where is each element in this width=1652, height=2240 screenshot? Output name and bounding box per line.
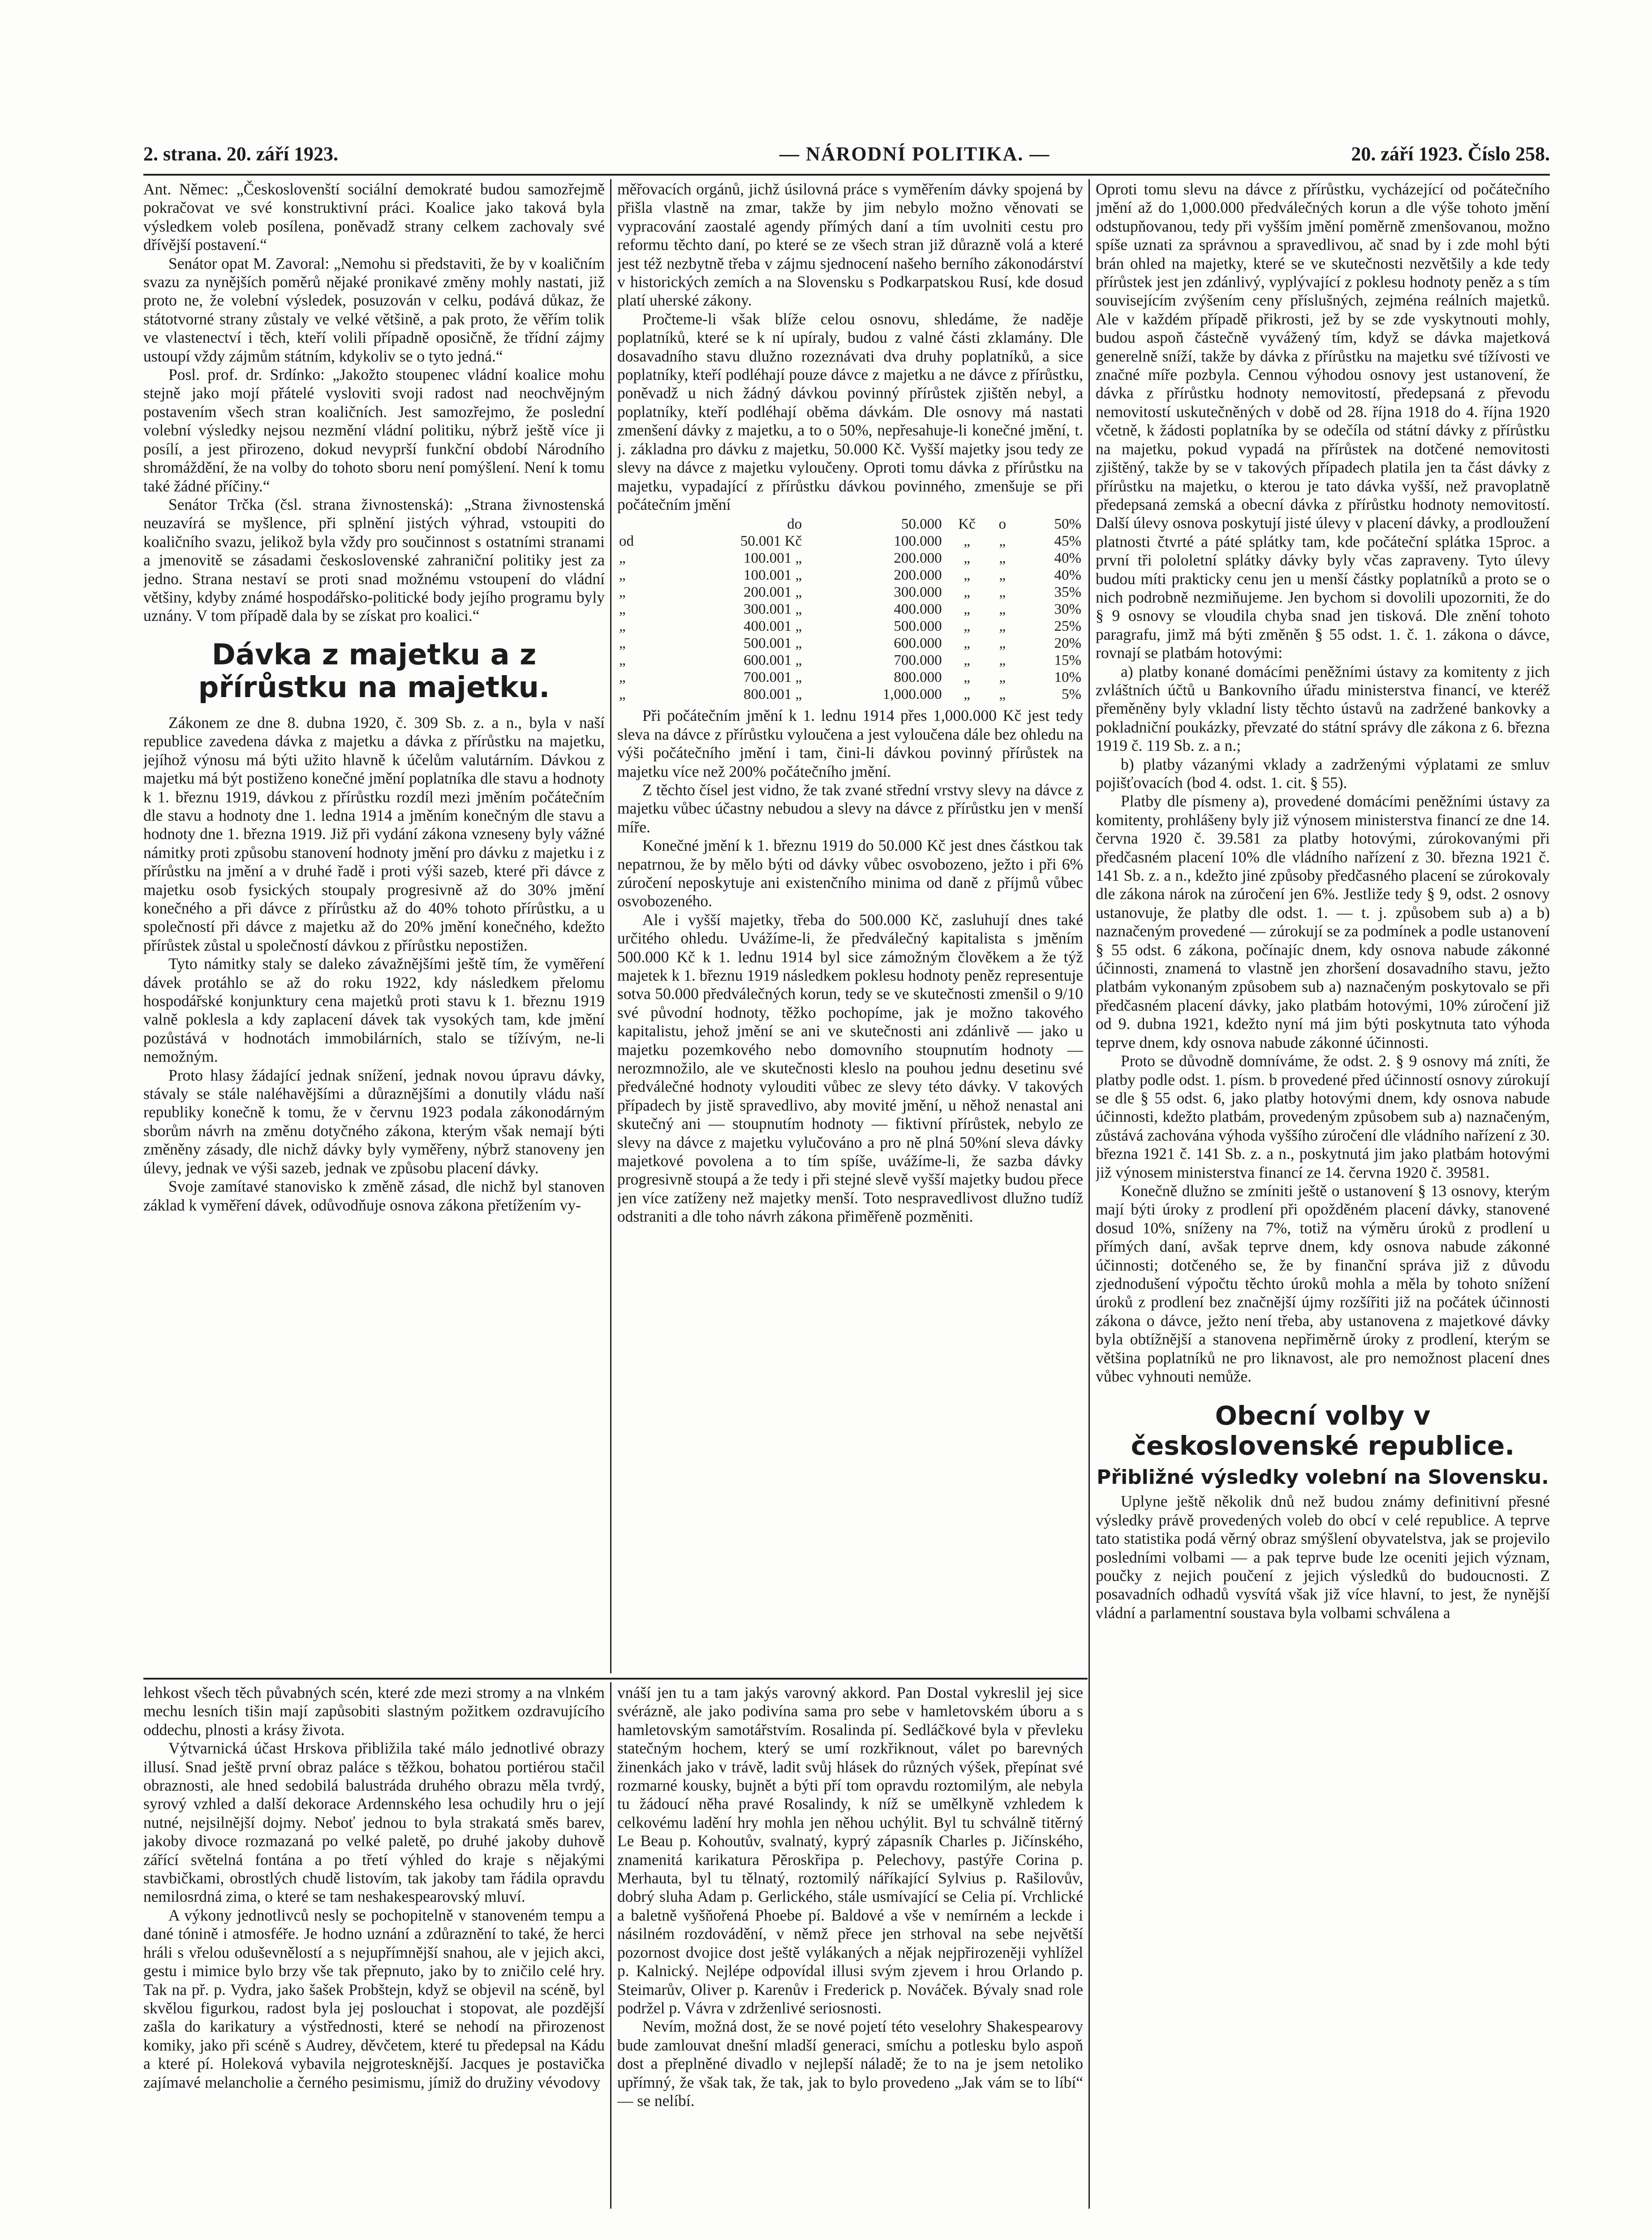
feuilleton-column-2: [617, 1684, 1083, 2208]
table-cell: „: [999, 601, 1006, 618]
table-cell: „: [619, 584, 626, 601]
header-date-left: 2. strana. 20. září 1923.: [143, 143, 339, 165]
table-cell: 400.000: [894, 601, 942, 618]
table-cell: „: [999, 669, 1006, 686]
table-cell: „: [619, 686, 626, 703]
table-cell: 200.001 „: [744, 584, 802, 601]
table-cell: „: [964, 618, 970, 635]
paragraph: Uplyne ještě několik dnů než budou známy definitivní přesné výsledky právě provedených voleb do obcí v celé republice. A teprve tato statistika podá věrný obraz smýšlení obyvatelstva, jak se projevilo posledními volbami — a pak teprve bude lze oceniti jejich význam, poučky z nejich poučení z jejich výsledků do budoucnosti. Z posavadních odhadů vysvítá však již více hlavní, to jest, že nynější vládní a parlamentní soustava byla volbami schválena a: [1096, 1492, 1550, 1622]
table-cell: 300.001 „: [744, 601, 802, 618]
table-cell: 800.000: [894, 669, 942, 686]
paragraph: a) platby konané domácími peněžními ústavy za komitenty z jich zvláštních účtů u Bankovního úřadu ministerstva financí, ve kteréž přeměněny byly vkladní listy těchto ústavů na zadržené bankovky a pokladniční poukázky, převzaté do státní správy dle zákona z 6. března 1919 č. 119 Sb. z. a n.;: [1096, 662, 1550, 755]
table-cell: 500.001 „: [744, 635, 802, 652]
paragraph: Ale i vyšší majetky, třeba do 500.000 Kč, zasluhují dnes také určitého ohledu. Uvážíme-li, že předválečný kapitalista s jměním 500.000 Kč k 1. lednu 1914 byl sice zámožným člověkem a že týž majetek k 1. březnu 1919 následkem poklesu hodnoty peněz representuje sotva 50.000 předválečných korun, tedy se ve skutečnosti zmenšil o 9/10 své původní hodnoty, těžko pochopíme, jak je možno takového kapitalistu, jehož jmění se ani ve skutečnosti ani zdánlivě — jako u majetku pozemkového nebo domovního stoupnutím hodnoty — nerozmnožilo, ale ve skutečnosti kleslo na pouhou jednu desetinu své předválečné hodnoty vylouditi vůbec ze slevy této dávky. V takových případech by jistě spravedlivo, aby movité jmění, u něhož nenastal ani skutečný ani — stoupnutím hodnoty — fiktivní přírůstek, nebylo ze slevy na dávce z majetku vylučováno a pro ně plná 50%ní sleva dávky majetkové povolena a to tím spíše, uvážíme-li, že sazba dávky progresivně stoupá a že tedy i při stejné slevě vyšší majetky budou přece jen více zatíženy než majetky menší. Toto nespravedlivost dlužno tudíž odstraniti a dle toho návrh zákona přiměřeně pozměniti.: [617, 910, 1083, 1226]
table-cell: 20%: [1054, 635, 1081, 652]
paragraph: Posl. prof. dr. Srdínko: „Jakožto stoupenec vládní koalice mohu stejně jako mojí přátelé vysloviti svoji radost nad neochvějným postavením všech stran koaličních. Jest samozřejmo, že poslední volební výsledky nejsou nezmění vládní politiku, nýbrž ještě více ji posílí, a jest přirozeno, dokud nevyprší funkční období Národního shromáždění, že na volby do tohoto sboru není pomýšlení. Není k tomu také žádné příčiny.“: [143, 366, 605, 495]
table-cell: 25%: [1054, 618, 1081, 635]
table-cell: „: [999, 635, 1006, 652]
elections-article-subtitle: Přibližné výsledky volební na Slovensku.: [1097, 1465, 1549, 1489]
table-cell: 10%: [1054, 669, 1081, 686]
paragraph: Proto se důvodně domníváme, že odst. 2. § 9 osnovy má zníti, že platby podle odst. 1. písm. b provedené před účinností osnovy zúrokují se dle § 55 odst. 6, jako platby hotovými dnem, kdy osnova nabude účinnosti, kdežto platbám, provedeným způsobem sub a) naznačeným, zůstává zachována výhoda vyššího zúročení dle vládního nařízení z 30. března 1921 č. 141 Sb. z. a n., poskytnutá jim jako platbám hotovými již výnosem ministerstva financí ze 14. června 1920 č. 39581.: [1096, 1052, 1550, 1181]
table-cell: do: [787, 516, 802, 533]
table-cell: 50%: [1054, 516, 1081, 533]
paragraph: Zákonem ze dne 8. dubna 1920, č. 309 Sb. z. a n., byla v naší republice zavedena dávka z majetku a dávka z přírůstku na majetku, jejíhož výnosu má býti užito hlavně k účelům valutárním. Dávkou z majetku má být postiženo konečné jmění poplatníka dle stavu a hodnoty k 1. březnu 1919, dávkou z přírůstku rozdíl mezi jměním počátečním dle stavu a hodnoty dne 1. ledna 1914 a jměním konečným dle stavu a hodnoty dne 1. března 1919. Již při vydání zákona vzneseny byly vážné námitky proti způsobu stanovení hodnoty jmění pro dávku z majetku i z přírůstku na jmění a v druhé řadě i proti výši sazeb, které při dávce z majetku osob fysických stoupaly progresivně až do 30% jmění konečného a při dávce z přírůstku až do 40% tohoto přírůstku, a u společností při dávce z majetku až do 20% jmění konečného, kdežto přírůstek zůstal u společností dávkou z přírůstku nepostižen.: [143, 713, 605, 954]
paragraph: Tyto námitky staly se daleko závažnějšími ještě tím, že vyměření dávek protáhlo se až do roku 1922, kdy následkem přelomu hospodářské konjunktury cena majetků proti stavu k 1. březnu 1919 valně poklesla a kdy zaplacení dávek tak vysokých tam, kde jmění pozůstává v hodnotách immobilárních, stalo se tížívým, ne-li nemožným.: [143, 955, 605, 1066]
column-2: [617, 180, 1083, 1674]
table-cell: „: [999, 584, 1006, 601]
table-row: [617, 669, 1083, 686]
column-rule-2: [1088, 179, 1090, 2209]
paragraph: Ant. Němec: „Českoslovenští sociální demokraté budou samozřejmě pokračovat ve své konstruktivní práci. Koalice jako taková byla výsledkem voleb posílena, poněvadž strany celkem zachovaly své dřívější postavení.“: [143, 180, 605, 254]
table-cell: „: [619, 652, 626, 669]
table-cell: „: [999, 652, 1006, 669]
table-cell: 100.001 „: [744, 550, 802, 567]
table-cell: „: [619, 601, 626, 618]
table-cell: 35%: [1054, 584, 1081, 601]
table-cell: „: [964, 652, 970, 669]
paragraph: b) platby vázanými vklady a zadrženými výplatami ze smluv pojišťovacích (bod 4. odst. 1. cit. § 55).: [1096, 755, 1550, 792]
table-cell: „: [999, 567, 1006, 584]
table-cell: „: [999, 686, 1006, 703]
table-row: [617, 550, 1083, 567]
table-cell: 100.000: [894, 533, 942, 550]
table-cell: 700.001 „: [744, 669, 802, 686]
paragraph: Platby dle písmeny a), provedené domácími peněžními ústavy za komitenty, prohlášeny byly již výnosem ministerstva financí ze dne 14. června 1920 č. 39.581 za platby hotovými, zúrokovanými při předčasném placení 10% dle vládního nařízení z 30. března 1921 č. 141 Sb. z. a n., kdežto jiné způsoby předčasného placení se zúrokovaly dle zákona nárok na zúročení jen 6%. Jestliže tedy § 9, odst. 2 osnovy ustanovuje, že platby dle odst. 1. — t. j. způsobem sub a) a b) naznačeným provedené — zúrokují se za podmínek a podle ustanovení § 55 odst. 6 zákona, počínajíc dnem, kdy osnova nabude zákonné účinnosti, znamená to vlastně jen zhoršení dosavadního stavu, ježto platbám vykonaným způsobem sub a) naznačeným poskytovalo se při předčasném placení dávky, jako platbám hotovými, 10% zúročení již od 9. dubna 1921, kdežto nyní má jim býti poskytnuta tato výhoda teprve dnem, kdy osnova nabude zákonné účinnosti.: [1096, 792, 1550, 1051]
table-cell: „: [619, 567, 626, 584]
table-cell: 400.001 „: [744, 618, 802, 635]
table-row: [617, 601, 1083, 618]
table-row: [617, 686, 1083, 703]
paragraph: Výtvarnická účast Hrskova přibližila také málo jednotlivé obrazy illusí. Snad ještě první obraz paláce s těžkou, bohatou portiérou stačil obraznosti, ale hned sedobilá balustráda druhého obrazu měla tvrdý, syrový vzhled a další dekorace Ardennského lesa ochudily hru o její nutné, nejsilnější dojmy. Neboť jednou to byla strakatá směs barev, jakoby divoce rozmazaná po velké paletě, po druhé jakoby duhově zářící světelná fontána a po třetí výhled do kraje s nějakými stavbičkami, obrostlých chudě listovím, tak jakoby tam řádila opravdu nemilosrdná zima, o které se tam neshakespearovský mluví.: [143, 1739, 605, 1906]
table-cell: „: [999, 550, 1006, 567]
feuilleton-rule: [143, 1678, 1088, 1680]
table-cell: 100.001 „: [744, 567, 802, 584]
column-rule-bottom: [610, 1682, 611, 2209]
paragraph: Svoje zamítavé stanovisko k změně zásad, dle nichž byl stanoven základ k vyměření dávek, odůvodňuje osnova zákona přetížením vy-: [143, 1177, 605, 1214]
table-cell: „: [964, 550, 970, 567]
table-cell: „: [964, 669, 970, 686]
paragraph: měřovacích orgánů, jichž úsilovná práce s vyměřením dávky spojená by přišla vlastně na zmar, takže by jim nebylo možno věnovati se vypracování zaostalé agendy přímých daní a tím uvolniti cestu pro reformu těchto daní, po které se ze všech stran již důrazně volá a které jest též nezbytně třeba v zájmu sjednocení našeho berního zákonodárství v historických zemích a na Slovensku s Podkarpatskou Rusí, kde dosud platí uherské zákony.: [617, 180, 1083, 310]
table-cell: „: [964, 567, 970, 584]
table-cell: „: [964, 686, 970, 703]
paragraph: A výkony jednotlivců nesly se pochopitelně v stanoveném tempu a dané tónině i atmosféře. Je hodno uznání a zdůraznění to také, že herci hráli s vřelou oduševnělostí a s nejupřímnější snahou, ale v jejich akci, gestu i mimice bylo brzy vše tak přepnuto, jako by to zničilo celé hry. Tak na př. p. Vydra, jako šašek Probštejn, když se objevil na scéně, byl skvělou figurkou, radost byla jej poslouchat i stopovat, ale pozdější zašla do karikatury a výstřednosti, které se nehodí na přirozenost komiky, jako při scéně s Audrey, děvčetem, které tu předepsal na Kádu a které pí. Holeková vybavila nejgrotesknější. Jacques je postavička zajímavé melancholie a černého pesimismu, jímiž do družiny vévodovy: [143, 1906, 605, 2091]
table-cell: 600.001 „: [744, 652, 802, 669]
masthead-title: — NÁRODNÍ POLITIKA. —: [779, 143, 1050, 165]
paragraph: Pročteme-li však blíže celou osnovu, shledáme, že naděje poplatníků, které se k ní upíraly, budou z valné části zklamány. Dle dosavadního stavu dlužno rozeznávati dva druhy poplatníků, a sice poplatníky, kteří podléhají pouze dávce z majetku a ne dávce z přírůstku, poněvadž u nich žádný dávkou povinný přírůstek zjištěn nebyl, a poplatníky, kteří podléhají oběma dávkám. Dle osnovy má nastati zmenšení dávky z majetku, a to o 50%, nepřesahuje-li konečné jmění, t. j. základna pro dávku z majetku, 50.000 Kč. Vyšší majetky jsou tedy ze slevy na dávce z majetku vyloučeny. Oproti tomu dávka z přírůstku na majetku, vypadající z přírůstku dávkou povinného, zmenšuje se při počátečním jmění: [617, 310, 1083, 513]
table-cell: 5%: [1062, 686, 1081, 703]
paragraph: Nevím, možná dost, že se nové pojetí této veselohry Shakespearovy bude zamlouvat dnešní mladší generaci, smíchu a potlesku bylo aspoň dost a přeplněné divadlo v nejlepší náladě; že to na je jsem netoliko upřímný, že však tak, že tak, jak to bylo provedeno „Jak vám se to líbí“ — se nelíbí.: [617, 2017, 1083, 2110]
elections-article-title: Obecní volby v československé republice.: [1131, 1400, 1515, 1461]
table-row: [617, 567, 1083, 584]
page-header: [143, 142, 1550, 169]
table-row: [617, 516, 1083, 533]
table-cell: „: [964, 533, 970, 550]
header-rule: [143, 174, 1550, 176]
paragraph: Při počátečním jmění k 1. lednu 1914 přes 1,000.000 Kč jest tedy sleva na dávce z přírůstku vyloučena a jest vyloučena dále bez ohledu na výši počátečního jmění i tam, čini-li dávkou povinný přírůstek na majetku více než 200% počátečního jmění.: [617, 706, 1083, 780]
table-cell: 1,000.000: [882, 686, 942, 703]
table-cell: „: [999, 533, 1006, 550]
paragraph: Proto hlasy žádající jednak snížení, jednak novou úpravu dávky, stávaly se stále naléhavějšími a důraznějšími a donutily vládu naší republiky konečně k tomu, že v červnu 1923 podala zákonodárným sborům návrh na změnu dotyčného zákona, kterým však nemají býti změněny zásady, dle nichž dávky byly vyměřeny, nýbrž stanoveny jen úlevy, jednak ve výši sazeb, jednak ve způsobu placení dávky.: [143, 1066, 605, 1177]
table-cell: 200.000: [894, 550, 942, 567]
column-3: [1096, 180, 1550, 2207]
table-cell: „: [964, 584, 970, 601]
table-cell: 50.000: [901, 516, 942, 533]
paragraph: Senátor opat M. Zavoral: „Nemohu si představiti, že by v koaličním svazu za nynějších poměrů nějaké pronikavé změny mohly nastati, již proto ne, že volební výsledek, posuzován v celku, podává důkaz, že státotvorné strany zůstaly ve velké většině, a pak proto, že věřím tolik ve vlastenectví i těch, kteří volili případně oposičně, že třídní zájmy ustoupí vždy zájmům státním, kdykoliv se o tyto jedná.“: [143, 254, 605, 365]
header-issue-right: 20. září 1923. Číslo 258.: [1351, 143, 1550, 165]
table-cell: 40%: [1054, 567, 1081, 584]
table-cell: 30%: [1054, 601, 1081, 618]
table-cell: 45%: [1054, 533, 1081, 550]
table-row: [617, 618, 1083, 635]
paragraph: Konečně dlužno se zmíniti ještě o ustanovení § 13 osnovy, kterým mají býti úroky z prodlení při opožděném placení dávky, stanovené dosud 10%, sníženy na 7%, totiž na výměru úroků z prodlení u přímých daní, avšak teprve dnem, kdy osnova nabude zákonné účinnosti; dotčeného se, že by finanční správa již z důvodu zjednodušení výpočtu těchto úroků mohla a měla by tohoto snížení úroků z prodlení bez značnější újmy rozšířiti již na počátek účinnosti zákona o dávce, ježto není třeba, aby ustanovena z majetkové dávky byla obtížnější a stanovena nepřiměrně úroky z prodlení, kterým se většina poplatníků ne pro liknavost, ale pro nemožnost placení dnes vůbec vyhnouti nemůže.: [1096, 1181, 1550, 1385]
table-cell: „: [619, 635, 626, 652]
table-row: [617, 584, 1083, 601]
paragraph: vnáší jen tu a tam jakýs varovný akkord. Pan Dostal vykreslil jej sice svérázně, ale jako podivína sama pro sebe v hamletovském úboru a s hamletovským samotářstvím. Rosalinda pí. Sedláčkové byla v převleku statečným hochem, který se umí rozkřiknout, válet po barevných žinenkách jako v trávě, ladit svůj hlásek do různých výšek, přepínat své rozmarné kousky, bujnět a býti pří tom opravdu roztomilým, ale nebyla tu žádoucí něha pravé Rosalindy, k níž se umělkyně vzhledem k celkovému ladění hry mohla jen něhou uchýlit. Byl tu schválně titěrný Le Beau p. Kohoutův, svalnatý, kyprý zápasník Charles p. Jičínského, znamenitá karikatura Pěroskřipa p. Pelechovy, pastýře Corina p. Merhauta, byl tu tělnatý, roztomilý náříkající Sylvius p. Rašilovův, dobrý sluha Adam p. Gerlického, stále usmívající se Celia pí. Vrchlické a baletně vyšňořená Phoebe pí. Baldové a vše v nemírném a leckde i násilném rozdovádění, v němž přece jen strhoval na sebe největší pozornost dvojice dost ještě vylákaných a nějak nejpřirozeněji vyhlížel p. Kalnický. Nejlépe odpovídal illusi svým zjevem i hrou Orlando p. Steimarův, Oliver p. Karenův i Frederick p. Nováček. Bývaly snad role podržel p. Vávra v zdrženlivé seriosnosti.: [617, 1684, 1083, 2017]
table-cell: 200.000: [894, 567, 942, 584]
table-cell: 15%: [1054, 652, 1081, 669]
table-cell: 500.000: [894, 618, 942, 635]
table-cell: o: [998, 516, 1006, 533]
table-cell: 50.001 Kč: [740, 533, 802, 550]
paragraph: Z těchto čísel jest vidno, že tak zvané střední vrstvy slevy na dávce z majetku vůbec účastny nebudou a slevy na dávce z přírůstku jen v menší míře.: [617, 780, 1083, 836]
table-cell: 800.001 „: [744, 686, 802, 703]
paragraph: lehkost všech těch půvabných scén, které zde mezi stromy a na vlnkém mechu lesních tišin mají zapůsobiti slastným požitkem ozdravujícího oddechu, plnosti a krásy života.: [143, 1684, 605, 1739]
column-rule-1: [610, 179, 611, 1673]
feuilleton-column-1: [143, 1684, 605, 2208]
table-cell: „: [619, 669, 626, 686]
table-cell: „: [619, 618, 626, 635]
paragraph: Konečné jmění k 1. březnu 1919 do 50.000 Kč jest dnes částkou tak nepatrnou, že by mělo býti od dávky vůbec osvobozeno, ježto i při 6% zúročení neposkytuje ani existenčního minima od daně z příjmů vůbec osvobozeného.: [617, 836, 1083, 910]
table-cell: 700.000: [894, 652, 942, 669]
paragraph: Senátor Trčka (čsl. strana živnostenská): „Strana živnostenská neuzavírá se myšlence, při splnění jistých výhrad, vstoupiti do koaličního svazu, jelikož byla vždy pro součinnost s ostatními stranami a jmenovitě se zásadami československé zahraniční politiky jest za jedno. Strana nestaví se proti snad možnému vstoupení do vládní většiny, kdyby známé hospodářsko-politické body jejího programu byly uznány. V tom případě dala by se získat pro koalici.“: [143, 495, 605, 625]
table-cell: Kč: [958, 516, 976, 533]
table-cell: „: [964, 635, 970, 652]
table-cell: „: [964, 601, 970, 618]
table-cell: [617, 516, 658, 533]
table-cell: 600.000: [894, 635, 942, 652]
table-cell: od: [619, 533, 634, 550]
article-title: Dávka z majetku a z přírůstku na majetku.: [198, 638, 550, 705]
table-cell: 40%: [1054, 550, 1081, 567]
table-row: [617, 635, 1083, 652]
table-row: [617, 533, 1083, 550]
relief-rate-table: [617, 516, 1083, 703]
paragraph: Oproti tomu slevu na dávce z přírůstku, vycházející od počátečního jmění až do 1,000.000 předválečných korun a dle výše tohoto jmění odstupňovanou, tedy při vyšším jmění poměrně zmenšovanou, možno spíše uznati za správnou a spravedlivou, ač snad by i zde mohl býti brán ohled na majetky, které se ve skutečnosti nezvětšily a kde tedy přírůstek jest jen zdánlivý, vyplývající z poklesu hodnoty peněz a s tím souvisejícím zvýšením ceny příslušných, zejména reálních majetků. Ale v každém případě přikrosti, jež by se zde vyskytnouti mohly, budou aspoň částečně vyvážený tím, když se dávka majetková generelně sníží, takže by dávka z přírůstku na majetku své tížívosti ve značné míře pozbyla. Cennou výhodou osnovy jest ustanovení, že dávka z přírůstku hodnoty nemovitostí, předepsaná z převodu nemovitostí uskutečněných v době od 28. října 1918 do 4. října 1920 včetně, k žádosti poplatníka by se odečíla od státní dávky z přírůstku na majetku, pokud vypadá na přírůstek na dotčené nemovitosti zjištěný, takže by se v takových případech platila jen ta část dávky z přírůstku na majetku, o kterou je tato dávka vyšší, než pravoplatně předepsaná zemská a obecní dávka z přírůstku hodnoty nemovitostí. Další úlevy osnova poskytují jisté úlevy v placení dávky, a prodloužení platnosti čtvrté a páté splátky tam, kde počáteční splátka 15proc. a první tři pololetní splátky dávky byly včas zapraveny. Tyto úlevy budou míti prakticky cenu jen u menší částky poplatníků a proto se o nich podrobně nezmiňujeme. Jen bychom si dovolili upozorniti, že do § 9 osnovy se vloudila chyba snad jen tisková. Dle znění tohoto paragrafu, jimž má býti změněn § 55 odst. 1. č. 1. zákona o dávce, rovnají se platbám hotovými:: [1096, 180, 1550, 662]
column-1: [143, 180, 605, 1674]
table-row: [617, 652, 1083, 669]
table-cell: „: [999, 618, 1006, 635]
table-cell: „: [619, 550, 626, 567]
table-cell: 300.000: [894, 584, 942, 601]
